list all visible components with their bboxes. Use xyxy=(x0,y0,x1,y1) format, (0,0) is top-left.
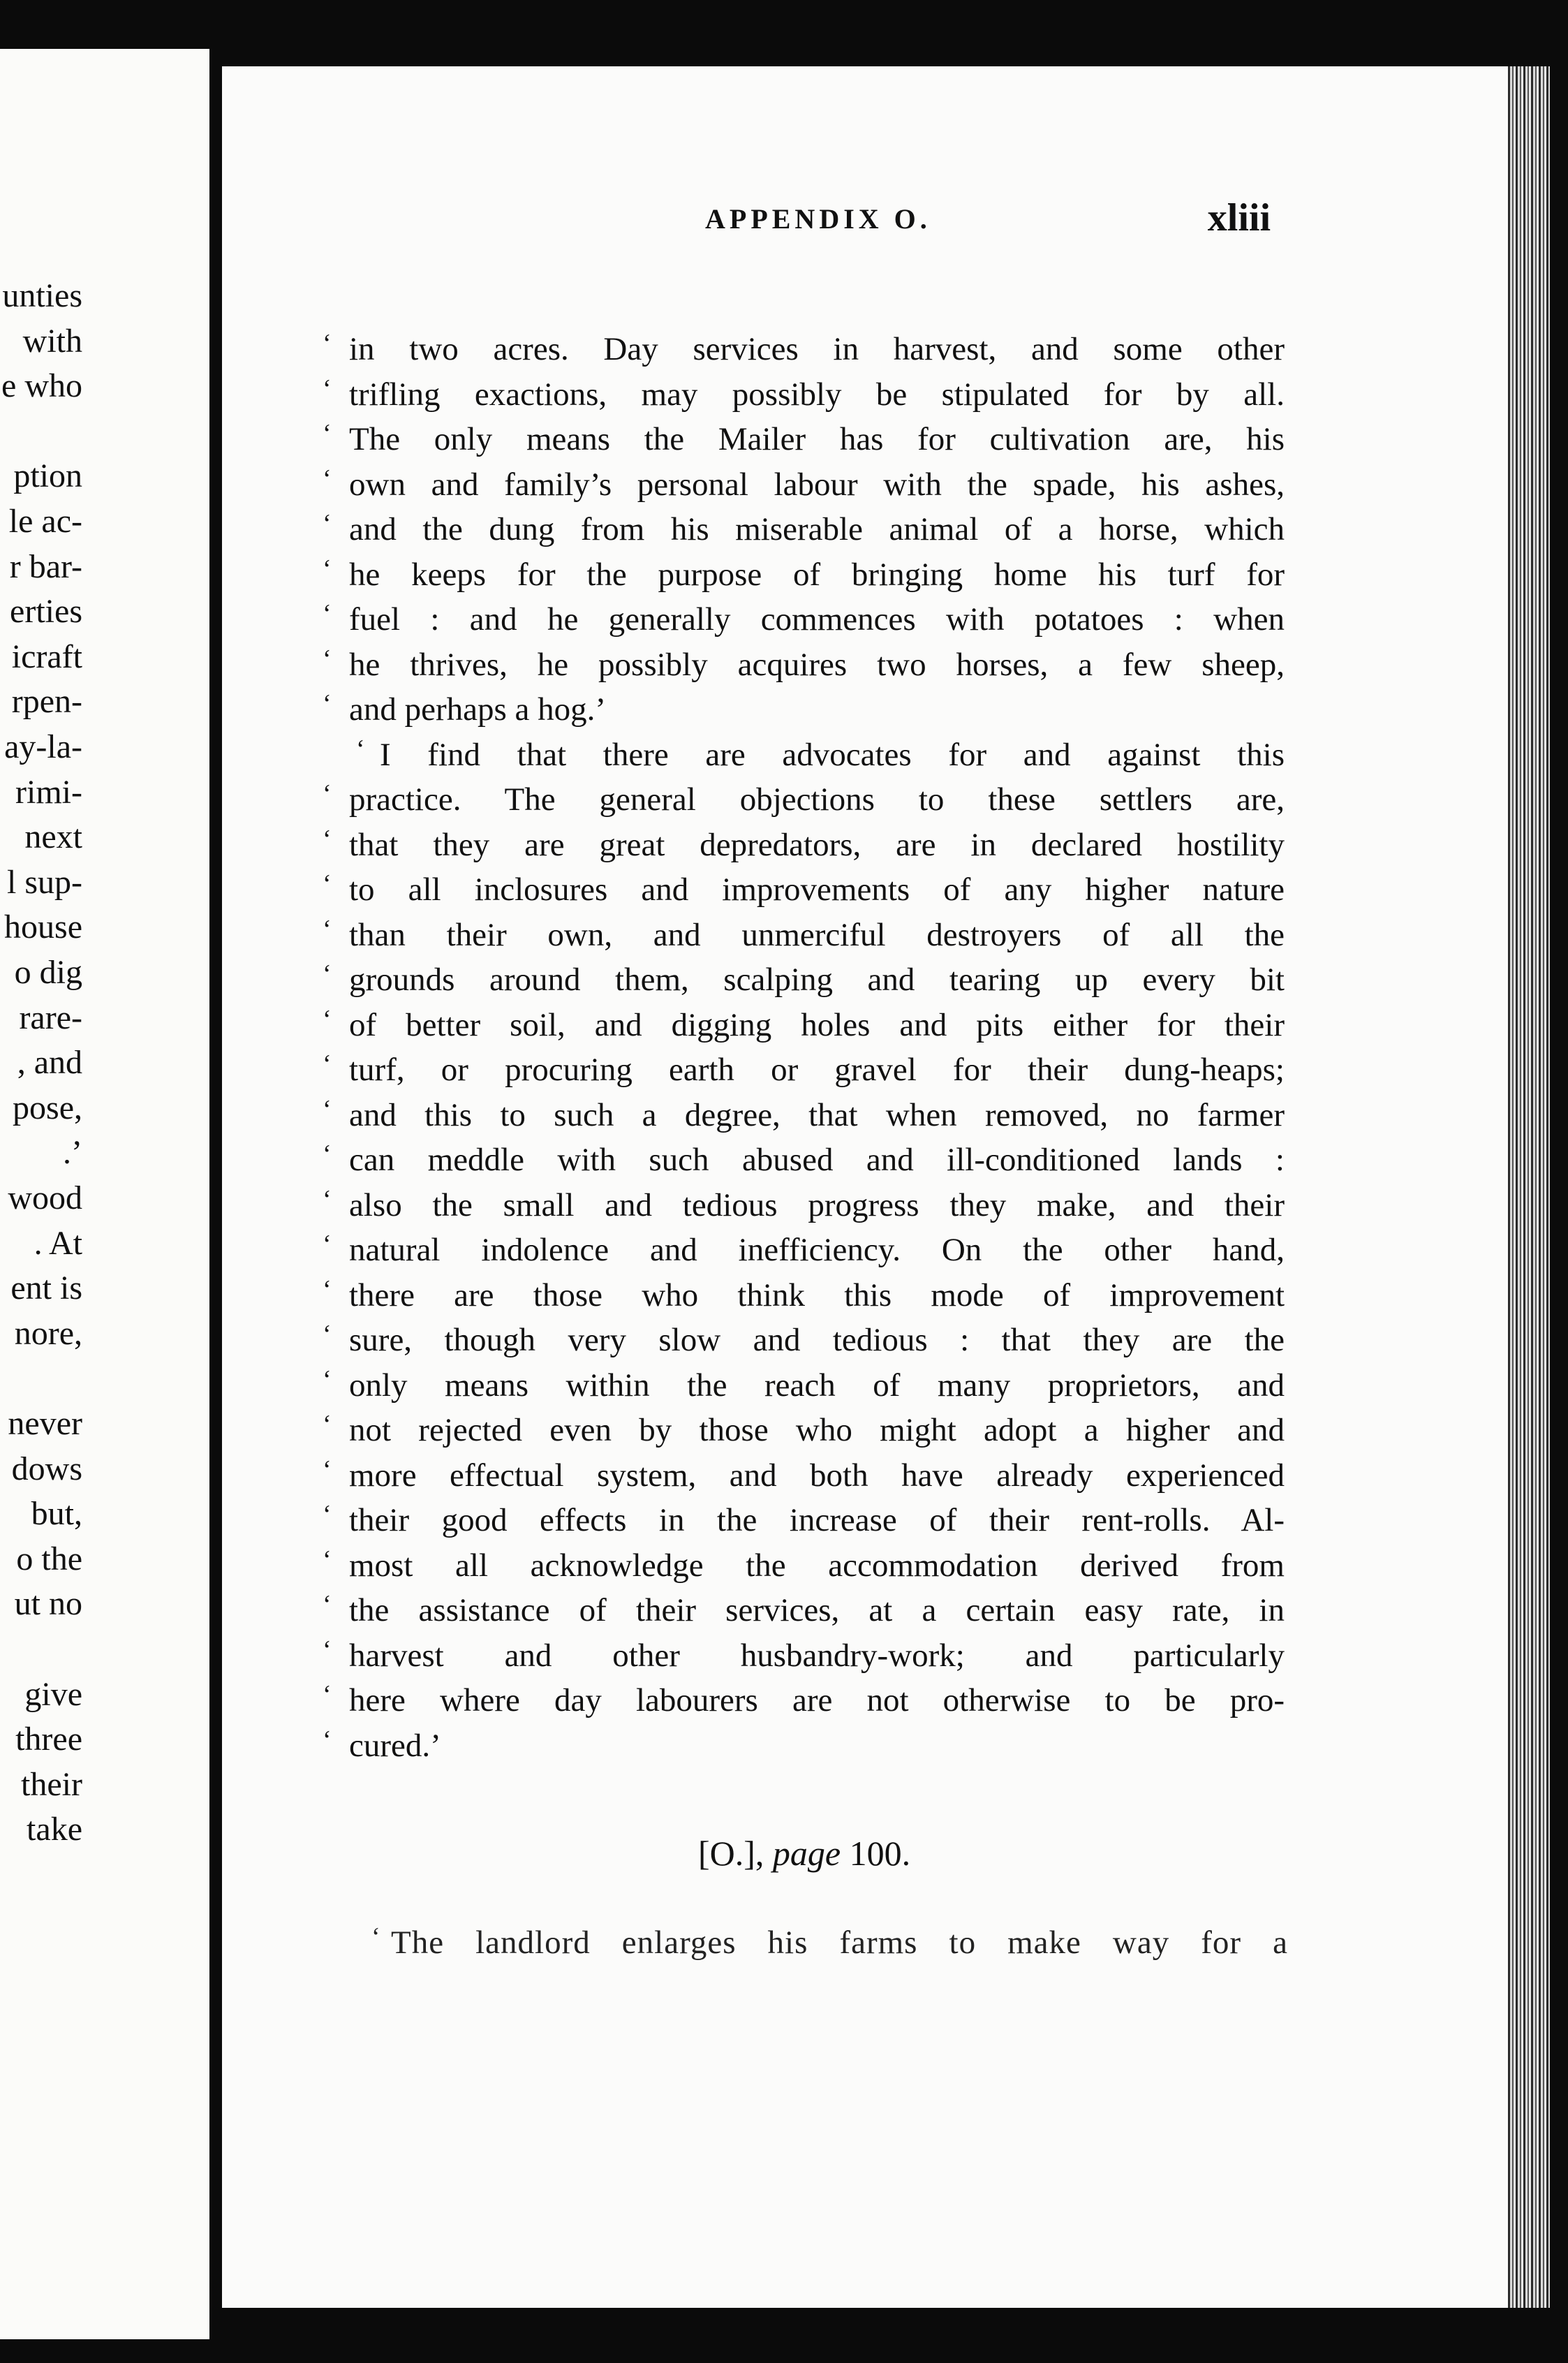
text-line xyxy=(323,1543,1285,1589)
line-text: only means within the reach of many proprietors, and xyxy=(349,1367,1285,1404)
left-page-line-fragment: ption xyxy=(13,457,82,495)
line-text: can meddle with such abused and ill-conditioned lands : xyxy=(349,1142,1285,1178)
line-text: than their own, and unmerciful destroyers of all the xyxy=(349,916,1285,953)
quote-mark: ‘ xyxy=(323,1725,332,1755)
line-text: sure, though very slow and tedious : that they are the xyxy=(349,1322,1285,1358)
line-text: grounds around them, scalping and tearing up every bit xyxy=(349,962,1285,998)
left-page-line-fragment: nore, xyxy=(14,1314,82,1352)
page-edge-stack xyxy=(1508,66,1550,2308)
left-page-line-fragment: rpen- xyxy=(11,683,82,721)
body-text xyxy=(323,327,1285,1768)
line-text: of better soil, and digging holes and pits either for their xyxy=(349,1006,1285,1043)
left-page-line-fragment: their xyxy=(21,1765,82,1803)
text-line xyxy=(323,687,1285,733)
text-line xyxy=(323,777,1285,823)
left-page-line-fragment: take xyxy=(27,1811,82,1848)
quote-mark: ‘ xyxy=(323,554,332,584)
line-text: The only means the Mailer has for cultivation are, his xyxy=(349,421,1285,457)
left-page-line-fragment: rare- xyxy=(19,999,82,1036)
quote-mark: ‘ xyxy=(323,644,332,674)
text-line xyxy=(323,552,1285,598)
quote-mark: ‘ xyxy=(356,734,365,764)
quote-mark: ‘ xyxy=(371,1922,381,1952)
left-page-line-fragment: next xyxy=(24,818,82,856)
quote-mark: ‘ xyxy=(323,689,332,719)
text-line xyxy=(323,957,1285,1003)
text-line xyxy=(323,642,1285,688)
left-page-line-fragment: with xyxy=(22,322,82,360)
text-line xyxy=(323,1633,1285,1679)
quote-mark: ‘ xyxy=(323,1184,332,1214)
text-line xyxy=(323,913,1285,958)
left-page-line-fragment: l sup- xyxy=(7,863,82,901)
left-page-line-fragment: dows xyxy=(11,1450,82,1487)
line-text: cured.’ xyxy=(349,1727,441,1764)
text-line xyxy=(323,1723,1285,1769)
continuation-text: The landlord enlarges his farms to make way for a xyxy=(391,1924,1288,1961)
left-page-line-fragment: . At xyxy=(34,1224,82,1262)
line-text: there are those who think this mode of improvement xyxy=(349,1276,1285,1313)
quote-mark: ‘ xyxy=(323,1140,332,1169)
section-page-number: 100. xyxy=(849,1834,911,1873)
quote-mark: ‘ xyxy=(323,374,332,404)
quote-mark: ‘ xyxy=(323,959,332,989)
left-page-line-fragment: house xyxy=(4,908,82,946)
text-line xyxy=(323,1047,1285,1093)
quote-mark: ‘ xyxy=(323,509,332,538)
left-page-line-fragment: , and xyxy=(17,1044,82,1082)
line-text: fuel : and he generally commences with potatoes : when xyxy=(349,601,1285,638)
text-line xyxy=(323,1453,1285,1499)
quote-mark: ‘ xyxy=(323,1320,332,1349)
text-line xyxy=(323,823,1285,868)
text-line xyxy=(323,1678,1285,1723)
line-text: and this to such a degree, that when removed, no farmer xyxy=(349,1096,1285,1133)
left-page-line-fragment: but, xyxy=(31,1495,82,1533)
text-line xyxy=(323,417,1285,462)
text-line xyxy=(323,1138,1285,1183)
quote-mark: ‘ xyxy=(323,1050,332,1079)
text-line xyxy=(323,597,1285,642)
quote-mark: ‘ xyxy=(323,869,332,899)
quote-mark: ‘ xyxy=(323,1274,332,1304)
line-text: turf, or procuring earth or gravel for their dung-heaps; xyxy=(349,1052,1285,1088)
left-page-line-fragment: .’ xyxy=(63,1134,82,1172)
quote-mark: ‘ xyxy=(323,1230,332,1259)
quote-mark: ‘ xyxy=(323,1094,332,1124)
quote-mark: ‘ xyxy=(323,599,332,628)
line-text: to all inclosures and improvements of any higher nature xyxy=(349,871,1285,908)
left-page-line-fragment: ut no xyxy=(14,1585,82,1623)
text-line xyxy=(323,1363,1285,1408)
text-line xyxy=(323,1093,1285,1138)
section-heading xyxy=(698,1833,910,1874)
left-page-line-fragment: e who xyxy=(1,367,82,405)
line-text: the assistance of their services, at a certain easy rate, in xyxy=(349,1592,1285,1628)
text-line xyxy=(323,867,1285,913)
line-text: he thrives, he possibly acquires two horses, a few sheep, xyxy=(349,646,1285,683)
text-line xyxy=(323,1318,1285,1363)
quote-mark: ‘ xyxy=(323,1500,332,1529)
quote-mark: ‘ xyxy=(323,1635,332,1665)
text-line xyxy=(323,1228,1285,1273)
previous-page-fragment xyxy=(0,49,209,2339)
page-number: xliii xyxy=(1207,196,1271,240)
left-page-line-fragment: o dig xyxy=(14,954,82,991)
quote-mark: ‘ xyxy=(323,419,332,448)
text-line xyxy=(323,1183,1285,1228)
left-page-line-fragment: erties xyxy=(10,593,82,631)
quote-mark: ‘ xyxy=(323,1410,332,1439)
text-line xyxy=(323,1408,1285,1453)
line-text: their good effects in the increase of their rent-rolls. Al- xyxy=(349,1502,1285,1538)
quote-mark: ‘ xyxy=(323,1004,332,1034)
text-line xyxy=(323,1588,1285,1633)
left-page-line-fragment: ent is xyxy=(10,1269,82,1307)
left-page-line-fragment: unties xyxy=(2,277,82,314)
line-text: natural indolence and inefficiency. On the other hand, xyxy=(349,1232,1285,1268)
left-page-line-fragment: le ac- xyxy=(8,503,82,540)
quote-mark: ‘ xyxy=(323,329,332,358)
section-ref: [O.], xyxy=(698,1834,764,1873)
quote-mark: ‘ xyxy=(323,1455,332,1485)
line-text: not rejected even by those who might adopt a higher and xyxy=(349,1412,1285,1448)
left-page-line-fragment: never xyxy=(8,1405,82,1442)
left-page-line-fragment: wood xyxy=(8,1179,82,1216)
continuation-line xyxy=(371,1920,1288,1965)
text-line xyxy=(323,1498,1285,1543)
left-page-line-fragment: icraft xyxy=(11,638,82,675)
quote-mark: ‘ xyxy=(323,779,332,809)
running-title: APPENDIX O. xyxy=(705,203,931,235)
line-text: I find that there are advocates for and against this xyxy=(380,736,1285,773)
quote-mark: ‘ xyxy=(323,824,332,854)
text-line xyxy=(323,327,1285,372)
section-page-word: page xyxy=(772,1834,841,1873)
quote-mark: ‘ xyxy=(323,1364,332,1394)
text-line xyxy=(323,372,1285,418)
line-text: own and family’s personal labour with the spade, his ashes, xyxy=(349,466,1285,503)
text-line xyxy=(323,1273,1285,1318)
line-text: in two acres. Day services in harvest, and some other xyxy=(349,331,1285,367)
quote-mark: ‘ xyxy=(323,464,332,494)
line-text: also the small and tedious progress they make, and their xyxy=(349,1186,1285,1223)
text-line xyxy=(323,462,1285,508)
text-line xyxy=(323,507,1285,552)
left-page-line-fragment: give xyxy=(24,1675,82,1713)
line-text: harvest and other husbandry-work; and particularly xyxy=(349,1637,1285,1674)
left-page-line-fragment: pose, xyxy=(13,1089,82,1126)
line-text: that they are great depredators, are in declared hostility xyxy=(349,826,1285,863)
line-text: most all acknowledge the accommodation derived from xyxy=(349,1547,1285,1584)
line-text: and perhaps a hog.’ xyxy=(349,691,607,728)
line-text: and the dung from his miserable animal of a horse, which xyxy=(349,511,1285,547)
quote-mark: ‘ xyxy=(323,1680,332,1709)
left-page-line-fragment: r bar- xyxy=(9,547,82,585)
quote-mark: ‘ xyxy=(323,1590,332,1619)
left-page-line-fragment: ay-la- xyxy=(4,728,82,765)
line-text: here where day labourers are not otherwise to be pro- xyxy=(349,1682,1285,1718)
line-text: more effectual system, and both have already experienced xyxy=(349,1457,1285,1494)
text-line xyxy=(349,733,1285,778)
line-text: he keeps for the purpose of bringing home his turf for xyxy=(349,556,1285,593)
left-page-line-fragment: o the xyxy=(16,1540,82,1577)
book-gutter xyxy=(209,0,223,2363)
quote-mark: ‘ xyxy=(323,1545,332,1575)
quote-mark: ‘ xyxy=(323,914,332,944)
text-line xyxy=(323,1003,1285,1048)
running-head xyxy=(475,196,1299,251)
line-text: trifling exactions, may possibly be stipulated for by all. xyxy=(349,376,1285,413)
line-text: practice. The general objections to these settlers are, xyxy=(349,781,1285,818)
left-page-line-fragment: three xyxy=(15,1721,82,1758)
left-page-line-fragment: rimi- xyxy=(15,773,82,811)
